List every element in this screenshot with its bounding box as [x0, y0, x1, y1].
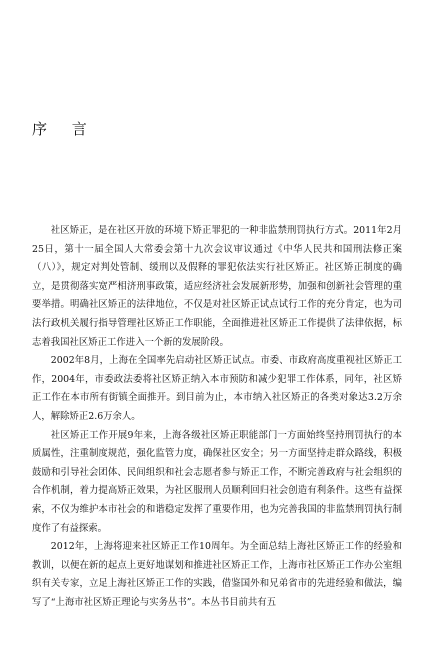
- paragraph-2: 2002年8月，上海在全国率先启动社区矫正试点。市委、市政府高度重视社区矫正工作，2004年，市委政法委将社区矫正纳入本市预防和减少犯罪工作体系，同年，社区矫正工作在本市所有街镇全面推开。到目前为止，本市纳入社区矫正的各类对象达3.2万余人，解除矫正2.6万余人。: [32, 355, 402, 422]
- paragraph-3: 社区矫正工作开展9年来，上海各级社区矫正职能部门一方面始终坚持刑罚执行的本质属性，注重制度规范，强化监管力度，确保社区安全；另一方面坚持走群众路线，积极鼓励和引导社会团体、民间组织和社会志愿者参与矫正工作，不断完善政府与社会组织的合作机制，着力提高矫正效果，为社区服刑人员顺利回归社会创造有利条件。这些有益探索，不仅为维护本市社会的和谐稳定发挥了重要作用，也为完善我国的非监禁刑罚执行制度作了有益探索。: [32, 429, 402, 534]
- paragraph-1: 社区矫正，是在社区开放的环境下矫正罪犯的一种非监禁刑罚执行方式。2011年2月25日，第十一届全国人大常委会第十九次会议审议通过《中华人民共和国刑法修正案（八）》，规定对判处管制、缓刑以及假释的罪犯依法实行社区矫正。社区矫正制度的确立，是贯彻落实宽严相济刑事政策，适应经济社会发展新形势，加强和创新社会管理的重要举措。明确社区矫正的法律地位，不仅是对社区矫正试点试行工作的充分肯定，也为司法行政机关履行指导管理社区矫正工作职能，全面推进社区矫正工作提供了法律依据，标志着我国社区矫正工作进入一个新的发展阶段。: [32, 225, 402, 348]
- preface-body: [32, 222, 402, 612]
- paragraph-4: 2012年，上海将迎来社区矫正工作10周年。为全面总结上海社区矫正工作的经验和教训，以便在新的起点上更好地谋划和推进社区矫正工作，上海市社区矫正工作办公室组织有关专家，立足上海社区矫正工作的实践，借鉴国外和兄弟省市的先进经验和做法，编写了“上海市社区矫正理论与实务丛书”。本丛书目前共有五: [32, 541, 402, 608]
- page-title: 序 言: [32, 120, 97, 138]
